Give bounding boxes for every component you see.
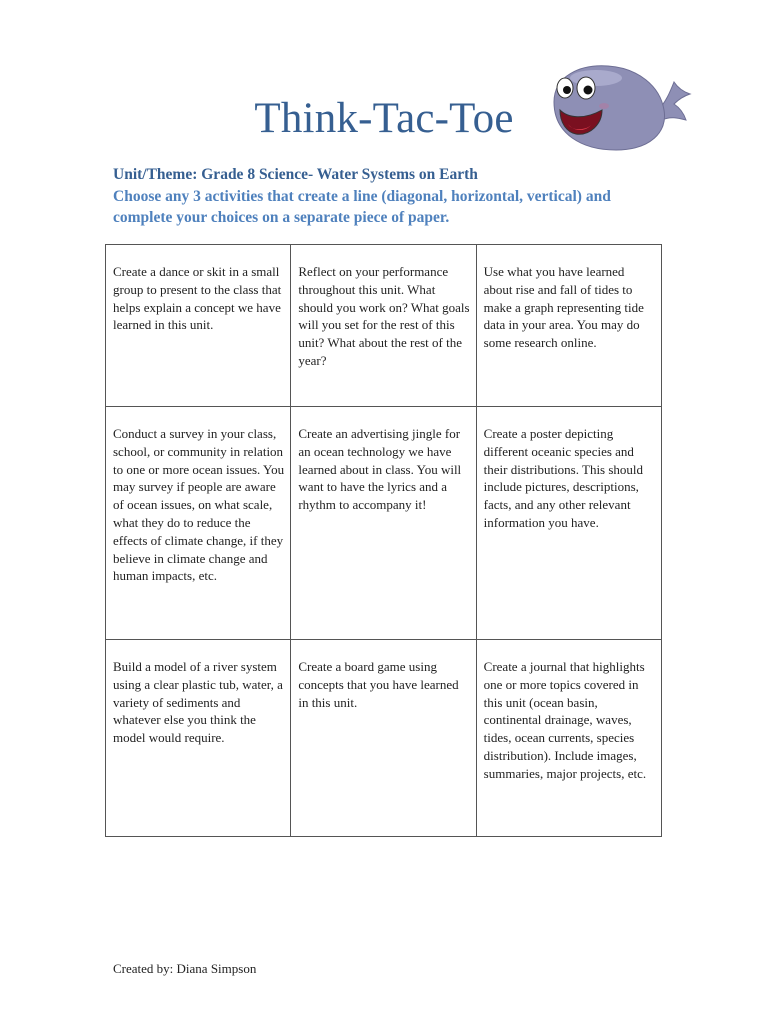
grid-cell: Create a poster depicting different oceanic species and their distributions. This should include pictures, descriptions, facts, and any other relevant information you have. — [476, 407, 661, 640]
unit-theme: Unit/Theme: Grade 8 Science- Water Systems on Earth — [113, 166, 478, 183]
author-credit: Created by: Diana Simpson — [113, 961, 257, 976]
page-title: Think-Tac-Toe — [254, 95, 514, 142]
grid-cell: Conduct a survey in your class, school, or community in relation to one or more ocean issues. You may survey if people are aware of ocean issues, on what scale, what they do to reduce the effects of climate change, if they believe in climate change and human impacts, etc. — [106, 407, 291, 640]
grid-cell: Reflect on your performance throughout this unit. What should you work on? What goals will you set for the rest of this unit? What about the rest of the year? — [291, 245, 476, 407]
grid-cell: Build a model of a river system using a clear plastic tub, water, a variety of sediments and whatever else you think the model would require. — [106, 640, 291, 837]
whale-icon — [546, 58, 692, 156]
instructions: Choose any 3 activities that create a line (diagonal, horizontal, vertical) and complete your choices on a separate piece of paper. — [113, 188, 611, 226]
grid-row — [106, 407, 662, 640]
grid-cell: Create a board game using concepts that you have learned in this unit. — [291, 640, 476, 837]
grid-cell: Use what you have learned about rise and fall of tides to make a graph representing tide data in your area. You may do some research online. — [476, 245, 661, 407]
activity-grid — [105, 244, 662, 837]
grid-row — [106, 640, 662, 837]
grid-cell: Create a journal that highlights one or more topics covered in this unit (ocean basin, continental drainage, waves, tides, ocean currents, species distribution). Include images, summaries, major projects, etc. — [476, 640, 661, 837]
grid-row — [106, 245, 662, 407]
grid-cell: Create an advertising jingle for an ocean technology we have learned about in class. You will want to have the lyrics and a rhythm to accompany it! — [291, 407, 476, 640]
grid-cell: Create a dance or skit in a small group to present to the class that helps explain a concept we have learned in this unit. — [106, 245, 291, 407]
